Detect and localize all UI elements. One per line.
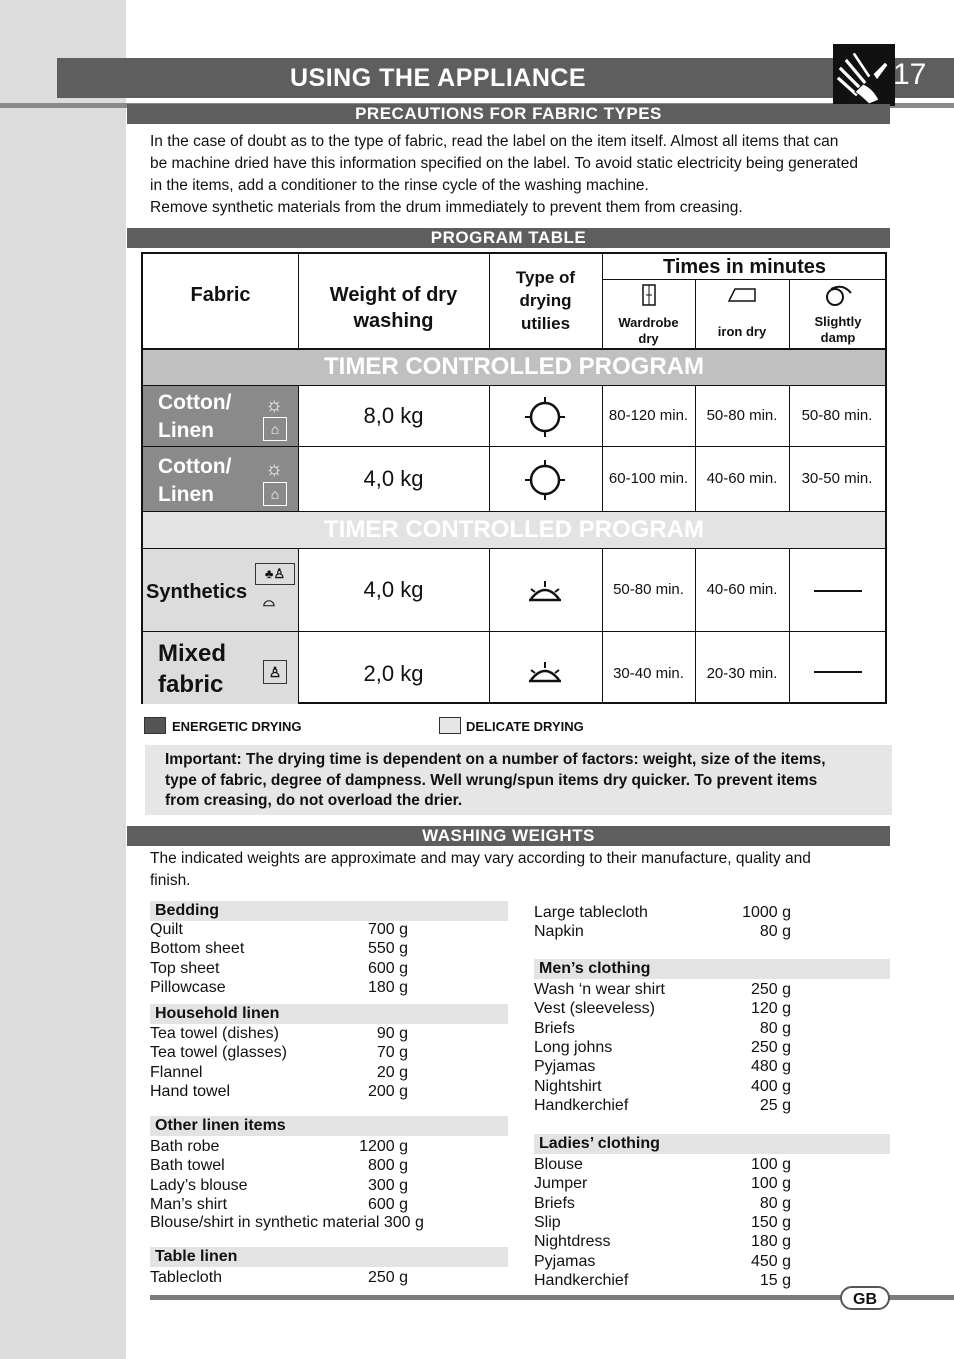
- washing-weights-intro: [150, 848, 892, 892]
- sun-icon: ☼: [265, 458, 284, 480]
- list-item: [150, 1024, 450, 1043]
- fabric-name: Linen: [158, 483, 214, 506]
- energetic-legend-swatch: [144, 717, 166, 734]
- item-name: Flannel: [150, 1063, 203, 1081]
- program-table-heading: PROGRAM TABLE: [127, 228, 890, 248]
- list-item: [534, 1252, 834, 1271]
- item-name: Bottom sheet: [150, 940, 245, 958]
- time-iron: 40-60 min.: [706, 470, 778, 487]
- item-name: Pyjamas: [534, 1058, 596, 1076]
- item-weight: 1200 g: [359, 1138, 408, 1155]
- item-name: Bath towel: [150, 1157, 225, 1175]
- list-item: [534, 922, 834, 941]
- col-type-line2: drying: [519, 291, 572, 310]
- hand-wash-icon: ♙: [263, 660, 287, 684]
- sub-damp-line1: Slightly: [814, 314, 862, 329]
- fabric-cell-mixed: [143, 632, 298, 704]
- col-type-line3: utilies: [520, 314, 571, 333]
- weight-cell: 4,0 kg: [363, 577, 424, 602]
- no-value-dash: [814, 590, 862, 592]
- precautions-line: In the case of doubt as to the type of fabric, read the label on the item itself. Almost all items that can: [150, 133, 839, 150]
- item-name: Briefs: [534, 1019, 575, 1037]
- category-other: Other linen items: [150, 1116, 508, 1136]
- category-table-linen: Table linen: [150, 1247, 508, 1267]
- list-item: [534, 1174, 834, 1193]
- item-name: Lady’s blouse: [150, 1176, 248, 1194]
- item-name: Long johns: [534, 1038, 613, 1056]
- language-badge: GB: [840, 1286, 890, 1310]
- list-item: [150, 920, 450, 939]
- no-value-dash: [814, 671, 862, 673]
- category-ladies: Ladies’ clothing: [534, 1134, 890, 1154]
- time-damp: [789, 549, 885, 631]
- list-item: [150, 1082, 450, 1101]
- category-bedding: Bedding: [150, 901, 508, 921]
- fabric-name: Cotton/: [158, 391, 232, 414]
- item-weight: 250 g: [750, 1038, 791, 1056]
- list-item: [534, 1155, 834, 1174]
- item-weight: 20 g: [376, 1063, 408, 1081]
- time-wardrobe: 50-80 min.: [613, 581, 684, 598]
- item-weight: 15 g: [759, 1271, 791, 1289]
- item-name: Tea towel (dishes): [150, 1025, 279, 1042]
- item-name: Man’s shirt: [150, 1195, 228, 1213]
- fabric-name: Mixed: [158, 640, 227, 667]
- precautions-line: in the items, add a conditioner to the rinse cycle of the washing machine.: [150, 177, 649, 194]
- list-item: [150, 959, 450, 978]
- col-times-header: Times in minutes: [662, 256, 826, 278]
- sub-iron-header: [695, 280, 789, 348]
- fabric-cell-cotton: [143, 385, 298, 446]
- item-weight: 300 g: [367, 1176, 408, 1194]
- item-weight: 150 g: [750, 1213, 791, 1231]
- time-iron: 40-60 min.: [706, 581, 778, 598]
- item-name: Tea towel (glasses): [150, 1044, 287, 1062]
- item-name: Slip: [534, 1213, 561, 1231]
- fabric-name: Synthetics: [146, 581, 248, 603]
- sub-wardrobe-line1: Wardrobe: [618, 315, 679, 330]
- list-item: Blouse/shirt in synthetic material 300 g: [150, 1214, 424, 1231]
- weight-cell: 4,0 kg: [363, 466, 424, 491]
- list-item: [534, 1038, 834, 1057]
- page-margin-band: [0, 0, 126, 1359]
- item-weight: 100 g: [750, 1175, 791, 1193]
- item-weight: 250 g: [750, 981, 791, 998]
- item-name: Pyjamas: [534, 1252, 596, 1270]
- list-item: [534, 980, 834, 999]
- sub-damp-line2: damp: [820, 330, 856, 345]
- item-weight: 600 g: [367, 959, 408, 977]
- precautions-heading: PRECAUTIONS FOR FABRIC TYPES: [127, 104, 890, 124]
- col-fabric-header: Fabric: [190, 284, 251, 306]
- sub-damp-header: [789, 280, 887, 348]
- item-weight: 120 g: [750, 1000, 791, 1018]
- important-line: from creasing, do not overload the drier.: [165, 792, 463, 809]
- item-weight: 550 g: [367, 940, 408, 958]
- time-damp: 30-50 min.: [801, 470, 873, 487]
- list-item: [150, 1268, 450, 1287]
- sub-wardrobe-line2: dry: [638, 331, 659, 346]
- list-item: [150, 978, 450, 997]
- energetic-legend-label: ENERGETIC DRYING: [172, 719, 302, 734]
- list-item: [150, 1043, 450, 1062]
- program-table: [141, 252, 887, 704]
- item-weight: 180 g: [750, 1233, 791, 1251]
- iron-icon: [727, 285, 757, 305]
- page-title: USING THE APPLIANCE: [290, 64, 587, 92]
- fabric-name: Linen: [158, 419, 214, 442]
- item-name: Blouse: [534, 1156, 583, 1173]
- delicate-icon: ♣♙: [255, 563, 295, 585]
- energetic-drying-icon: [489, 447, 602, 511]
- list-item: [534, 1213, 834, 1232]
- time-iron: 50-80 min.: [706, 407, 778, 424]
- item-weight: 600 g: [367, 1195, 408, 1213]
- washing-weights-heading: WASHING WEIGHTS: [127, 826, 890, 846]
- item-name: Nightshirt: [534, 1077, 602, 1095]
- list-item: [534, 1019, 834, 1038]
- important-line: Important: The drying time is dependent on a number of factors: weight, size of the items,: [165, 751, 826, 768]
- item-weight: 70 g: [376, 1044, 408, 1062]
- item-name: Handkerchief: [534, 1271, 629, 1289]
- item-name: Large tablecloth: [534, 904, 648, 921]
- tumble-icon: ⌂: [263, 417, 287, 441]
- time-damp: [789, 632, 885, 704]
- item-name: Quilt: [150, 921, 183, 938]
- time-wardrobe: 60-100 min.: [608, 470, 689, 487]
- sub-iron-label: iron dry: [717, 324, 767, 339]
- list-item: [150, 1063, 450, 1082]
- delicate-legend-label: DELICATE DRYING: [466, 719, 584, 734]
- important-note: [145, 745, 892, 815]
- fabric-cell-cotton: [143, 447, 298, 511]
- list-item: [534, 1271, 834, 1290]
- page-number: 17: [893, 58, 927, 91]
- item-name: Napkin: [534, 923, 584, 941]
- weight-cell: 2,0 kg: [363, 661, 424, 686]
- col-type-line1: Type of: [515, 268, 576, 287]
- category-mens: Men’s clothing: [534, 959, 890, 979]
- time-damp: 50-80 min.: [801, 407, 873, 424]
- item-weight: 80 g: [759, 1019, 791, 1037]
- item-name: Jumper: [534, 1175, 588, 1193]
- energetic-drying-icon: [489, 385, 602, 446]
- tumble-icon: ⌂: [263, 482, 287, 506]
- item-name: Bath robe: [150, 1138, 220, 1155]
- weight-cell: 8,0 kg: [363, 403, 424, 428]
- hand-icon: [833, 44, 895, 106]
- item-weight: 450 g: [750, 1252, 791, 1270]
- time-wardrobe: 80-120 min.: [608, 407, 689, 424]
- item-weight: 250 g: [367, 1269, 408, 1286]
- item-weight: 100 g: [750, 1156, 791, 1173]
- item-weight: 90 g: [376, 1025, 408, 1042]
- list-item: [534, 1077, 834, 1096]
- timer-program-band: TIMER CONTROLLED PROGRAM: [143, 349, 885, 385]
- item-weight: 80 g: [759, 923, 791, 941]
- item-name: Tablecloth: [150, 1269, 223, 1286]
- fabric-cell-synthetics: [143, 549, 298, 631]
- footer-rule: [150, 1295, 954, 1300]
- time-wardrobe: 30-40 min.: [613, 665, 684, 682]
- list-item: [534, 1057, 834, 1076]
- sub-wardrobe-header: [602, 280, 695, 348]
- item-weight: 180 g: [367, 978, 408, 996]
- item-weight: 200 g: [367, 1082, 408, 1100]
- list-item: [534, 999, 834, 1018]
- wardrobe-icon: [640, 284, 658, 306]
- half-sun-icon: ⌓: [263, 593, 275, 610]
- list-item: [150, 1176, 450, 1195]
- item-weight: 700 g: [367, 921, 408, 938]
- list-item: [150, 1137, 450, 1156]
- item-name: Hand towel: [150, 1082, 231, 1100]
- list-item: [150, 1156, 450, 1175]
- intro-line: finish.: [150, 872, 191, 889]
- delicate-legend-swatch: [439, 717, 461, 734]
- fabric-name: fabric: [158, 671, 224, 698]
- col-weight-line1: Weight of dry: [329, 284, 458, 306]
- important-line: type of fabric, degree of dampness. Well wrung/spun items dry quicker. To prevent items: [165, 771, 818, 789]
- item-name: Wash ‘n wear shirt: [534, 981, 665, 998]
- item-weight: 25 g: [759, 1096, 791, 1114]
- item-name: Pillowcase: [150, 978, 226, 996]
- precautions-line: be machine dried have this information specified on the label. To avoid static electricity being generated: [150, 155, 858, 172]
- list-item: [534, 1194, 834, 1213]
- item-name: Briefs: [534, 1194, 575, 1212]
- category-household: Household linen: [150, 1004, 508, 1024]
- timer-program-band: TIMER CONTROLLED PROGRAM: [143, 512, 885, 548]
- item-weight: 480 g: [750, 1058, 791, 1076]
- list-item: [150, 1195, 450, 1214]
- item-name: Top sheet: [150, 959, 220, 977]
- list-item: [534, 1232, 834, 1251]
- delicate-drying-icon: [489, 549, 602, 631]
- list-item: [534, 903, 834, 922]
- item-weight: 1000 g: [742, 904, 791, 921]
- time-iron: 20-30 min.: [706, 665, 778, 682]
- item-name: Handkerchief: [534, 1096, 629, 1114]
- item-name: Vest (sleeveless): [534, 1000, 655, 1018]
- item-weight: 400 g: [750, 1077, 791, 1095]
- col-weight-header: [298, 254, 489, 348]
- intro-line: The indicated weights are approximate and may vary according to their manufacture, quality and: [150, 850, 811, 867]
- hanger-icon: [823, 283, 853, 307]
- item-weight: 80 g: [759, 1194, 791, 1212]
- delicate-drying-icon: [489, 632, 602, 704]
- precautions-text: [150, 131, 892, 219]
- precautions-line: Remove synthetic materials from the drum immediately to prevent them from creasing.: [150, 199, 743, 216]
- item-name: Nightdress: [534, 1233, 611, 1251]
- sun-icon: ☼: [265, 394, 284, 416]
- col-type-header: [489, 254, 602, 348]
- fabric-name: Cotton/: [158, 455, 232, 478]
- col-weight-line2: washing: [353, 310, 434, 332]
- list-item: [150, 939, 450, 958]
- list-item: [534, 1096, 834, 1115]
- item-weight: 800 g: [367, 1157, 408, 1175]
